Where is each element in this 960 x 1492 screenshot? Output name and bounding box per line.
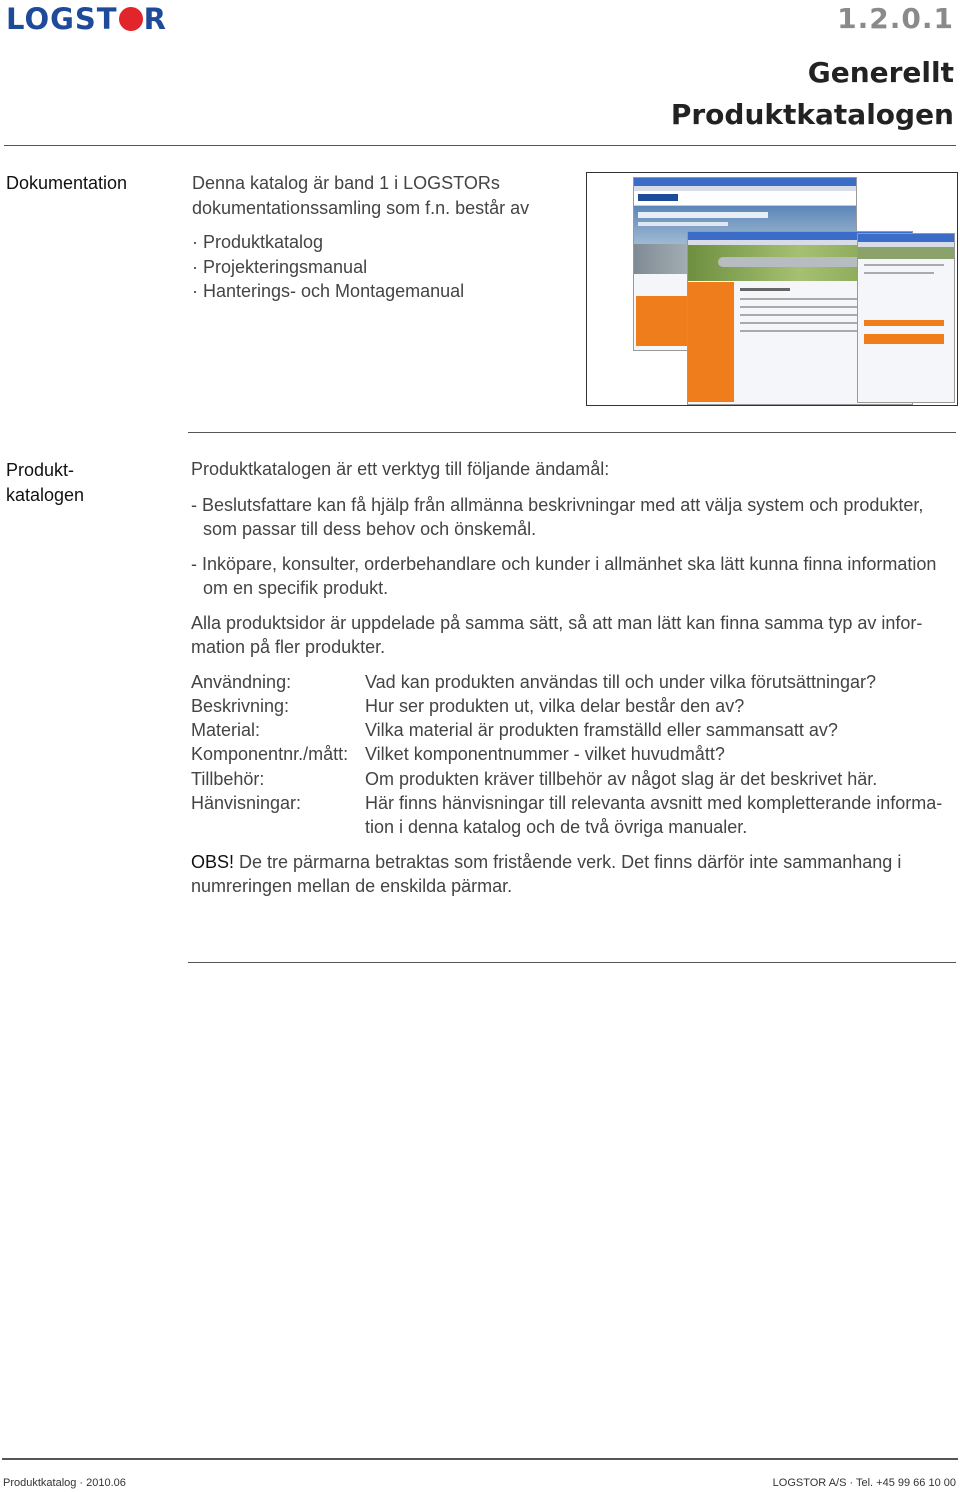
- definition-text: Hur ser produkten ut, vilka delar består den av?: [365, 695, 745, 716]
- bullet1-line2: som passar till dess behov och önskemål.: [203, 519, 537, 539]
- obs-text: De tre pärmarna betraktas som fristående verk. Det finns därför inte sammanhang i: [234, 851, 902, 872]
- page-title: [671, 52, 954, 136]
- table-row: [191, 791, 942, 815]
- table-row: [191, 742, 942, 766]
- definition-text: Vad kan produkten användas till och under vilka förutsättningar?: [365, 671, 876, 692]
- logo-text-left: LOGST: [6, 2, 118, 36]
- section1-body: [192, 171, 572, 304]
- definition-text: Här finns hänvisningar till relevanta avsnitt med kompletterande informa-: [365, 792, 943, 813]
- list-item: · Hanterings- och Montagemanual: [192, 281, 465, 301]
- section-divider: [188, 962, 956, 963]
- section-label-dokumentation: Dokumentation: [6, 173, 128, 193]
- definition-term: Hänvisningar:: [191, 792, 302, 813]
- browser-window-front: [857, 233, 955, 403]
- section-label-line1: Produkt-: [6, 460, 75, 480]
- table-row: [191, 815, 942, 839]
- section1-intro-line2: dokumentationssamling som f.n. består av: [192, 197, 530, 218]
- footer-right: LOGSTOR A/S · Tel. +45 99 66 10 00: [772, 1477, 956, 1489]
- logstor-logo: [6, 2, 167, 36]
- logo-dot-icon: [119, 7, 143, 31]
- page-title-line2: Produktkatalogen: [670, 98, 954, 131]
- section1-intro-line1: Denna katalog är band 1 i LOGSTORs: [192, 173, 500, 193]
- definition-term: Tillbehör:: [191, 768, 265, 789]
- definition-text: Om produkten kräver tillbehör av något slag är det beskrivet här.: [365, 768, 878, 789]
- table-row: [191, 670, 942, 694]
- table-row: [191, 694, 942, 718]
- paragraph-line2: mation på fler produkter.: [191, 637, 386, 657]
- definition-term: Användning:: [191, 671, 292, 692]
- paragraph-line1: Alla produktsidor är uppdelade på samma sätt, så att man lätt kan finna samma typ av infor-: [191, 612, 923, 633]
- definitions-table: [191, 670, 942, 840]
- section-divider: [188, 432, 956, 433]
- page-title-line1: Generellt: [807, 56, 954, 89]
- section-label-line2: katalogen: [6, 485, 85, 505]
- table-row: [191, 767, 942, 791]
- obs-note-line1: [191, 850, 956, 875]
- page-number: 1.2.0.1: [837, 2, 954, 35]
- section-label-produktkatalogen: [6, 458, 84, 508]
- list-item: · Produktkatalog: [192, 232, 324, 252]
- table-row: [191, 718, 942, 742]
- definition-term: Material:: [191, 720, 261, 741]
- section2-body: [191, 457, 956, 899]
- definition-text: Vilka material är produkten framställd eller sammansatt av?: [365, 720, 838, 741]
- header-divider: [4, 145, 956, 146]
- definition-term: Komponentnr./mått:: [191, 744, 349, 765]
- obs-label: OBS!: [191, 851, 235, 872]
- section2-intro: Produktkatalogen är ett verktyg till följande ändamål:: [191, 459, 610, 479]
- footer-divider: [2, 1458, 958, 1460]
- definition-text: Vilket komponentnummer - vilket huvudmått?: [365, 744, 725, 765]
- definition-term: Beskrivning:: [191, 695, 290, 716]
- bullet2-line1: - Inköpare, konsulter, orderbehandlare och kunder i allmänhet ska lätt kunna finna information: [191, 553, 937, 574]
- website-screenshot-image: [586, 172, 958, 406]
- bullet1-line1: - Beslutsfattare kan få hjälp från allmänna beskrivningar med att välja system och produkter,: [191, 494, 924, 515]
- definition-text-continuation: tion i denna katalog och de två övriga manualer.: [365, 817, 748, 838]
- bullet2-line2: om en specifik produkt.: [203, 578, 389, 598]
- logo-text-right: R: [143, 2, 167, 36]
- obs-note-line2: numreringen mellan de enskilda pärmar.: [191, 876, 513, 897]
- list-item: · Projekteringsmanual: [192, 256, 368, 277]
- footer-left: Produktkatalog · 2010.06: [3, 1477, 126, 1489]
